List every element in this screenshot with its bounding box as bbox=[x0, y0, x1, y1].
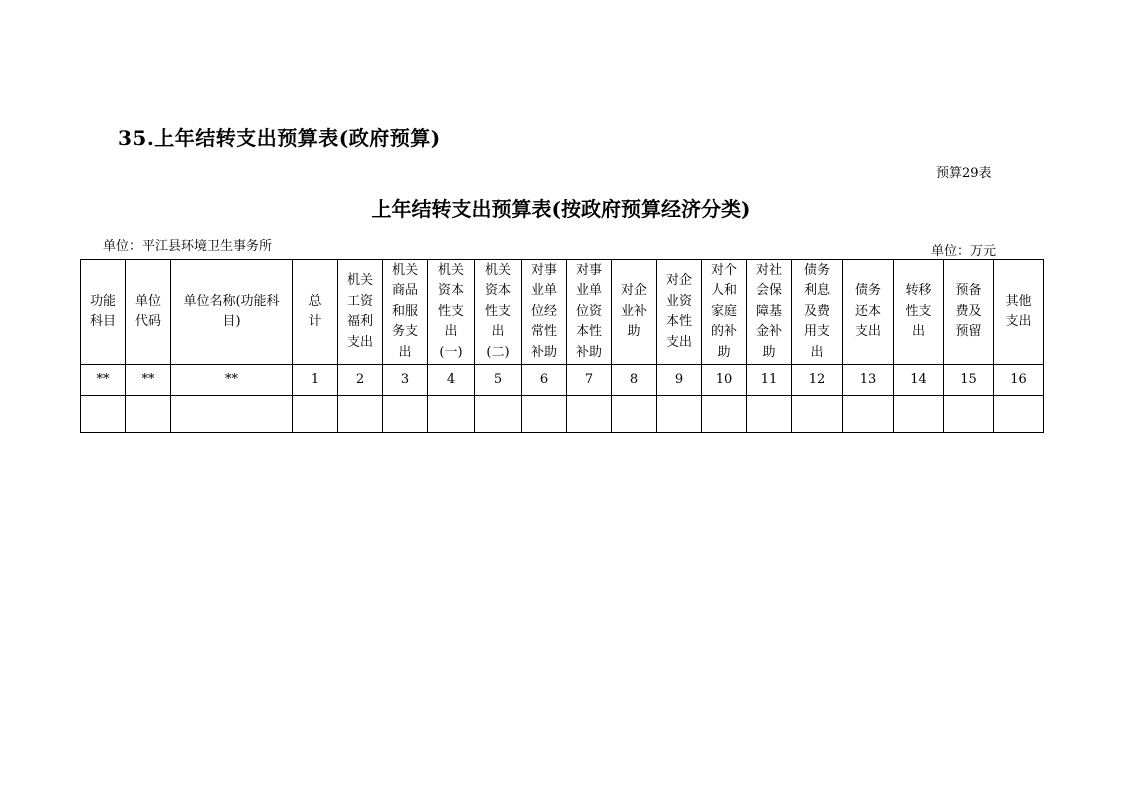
table-cell bbox=[383, 396, 428, 433]
column-header: 总 计 bbox=[293, 260, 338, 365]
table-cell bbox=[171, 396, 293, 433]
column-index-cell: 16 bbox=[994, 365, 1044, 396]
column-index-cell: 10 bbox=[702, 365, 747, 396]
column-index-cell: 12 bbox=[792, 365, 843, 396]
column-header: 机关 资本 性支 出 (二) bbox=[475, 260, 522, 365]
currency-unit: 单位：万元 bbox=[931, 244, 997, 259]
column-header: 债务 还本 支出 bbox=[843, 260, 894, 365]
column-index-cell: 13 bbox=[843, 365, 894, 396]
column-index-cell: ** bbox=[81, 365, 126, 396]
table-cell bbox=[843, 396, 894, 433]
column-header: 单位名称(功能科 目) bbox=[171, 260, 293, 365]
column-header: 对企 业资 本性 支出 bbox=[657, 260, 702, 365]
column-header: 机关 资本 性支 出 (一) bbox=[428, 260, 475, 365]
column-header: 对社 会保 障基 金补 助 bbox=[747, 260, 792, 365]
column-index-row bbox=[81, 365, 1044, 396]
column-header: 转移 性支 出 bbox=[894, 260, 944, 365]
table-cell bbox=[475, 396, 522, 433]
column-header: 预备 费及 预留 bbox=[944, 260, 994, 365]
table-cell bbox=[522, 396, 567, 433]
table-cell bbox=[81, 396, 126, 433]
column-index-cell: 2 bbox=[338, 365, 383, 396]
table-cell bbox=[994, 396, 1044, 433]
table-cell bbox=[338, 396, 383, 433]
table-cell bbox=[702, 396, 747, 433]
column-header: 机关 商品 和服 务支 出 bbox=[383, 260, 428, 365]
table-cell bbox=[293, 396, 338, 433]
column-index-cell: 11 bbox=[747, 365, 792, 396]
table-cell bbox=[657, 396, 702, 433]
table-cell bbox=[612, 396, 657, 433]
column-header: 对事 业单 位经 常性 补助 bbox=[522, 260, 567, 365]
column-index-cell: 3 bbox=[383, 365, 428, 396]
column-header: 对事 业单 位资 本性 补助 bbox=[567, 260, 612, 365]
table-number: 预算29表 bbox=[936, 166, 992, 181]
column-index-cell: ** bbox=[126, 365, 171, 396]
column-header: 机关 工资 福利 支出 bbox=[338, 260, 383, 365]
column-index-cell: 6 bbox=[522, 365, 567, 396]
document-heading: 35.上年结转支出预算表(政府预算) bbox=[118, 126, 441, 150]
table-cell bbox=[792, 396, 843, 433]
column-index-cell: 5 bbox=[475, 365, 522, 396]
column-index-cell: 8 bbox=[612, 365, 657, 396]
column-header: 单位 代码 bbox=[126, 260, 171, 365]
column-index-cell: 9 bbox=[657, 365, 702, 396]
table-cell bbox=[428, 396, 475, 433]
table-cell bbox=[747, 396, 792, 433]
column-index-cell: ** bbox=[171, 365, 293, 396]
column-index-cell: 4 bbox=[428, 365, 475, 396]
table-cell bbox=[126, 396, 171, 433]
column-header: 对个 人和 家庭 的补 助 bbox=[702, 260, 747, 365]
column-index-cell: 14 bbox=[894, 365, 944, 396]
column-header: 功能 科目 bbox=[81, 260, 126, 365]
column-header: 对企 业补 助 bbox=[612, 260, 657, 365]
column-index-cell: 7 bbox=[567, 365, 612, 396]
reporting-unit: 单位：平江县环境卫生事务所 bbox=[103, 239, 273, 254]
table-cell bbox=[894, 396, 944, 433]
column-header: 其他 支出 bbox=[994, 260, 1044, 365]
table-header-row bbox=[81, 260, 1044, 365]
column-index-cell: 15 bbox=[944, 365, 994, 396]
column-header: 债务 利息 及费 用支 出 bbox=[792, 260, 843, 365]
column-index-cell: 1 bbox=[293, 365, 338, 396]
table-cell bbox=[567, 396, 612, 433]
budget-table bbox=[80, 259, 1044, 433]
table-row bbox=[81, 396, 1044, 433]
table-title: 上年结转支出预算表(按政府预算经济分类) bbox=[371, 197, 751, 221]
table-cell bbox=[944, 396, 994, 433]
